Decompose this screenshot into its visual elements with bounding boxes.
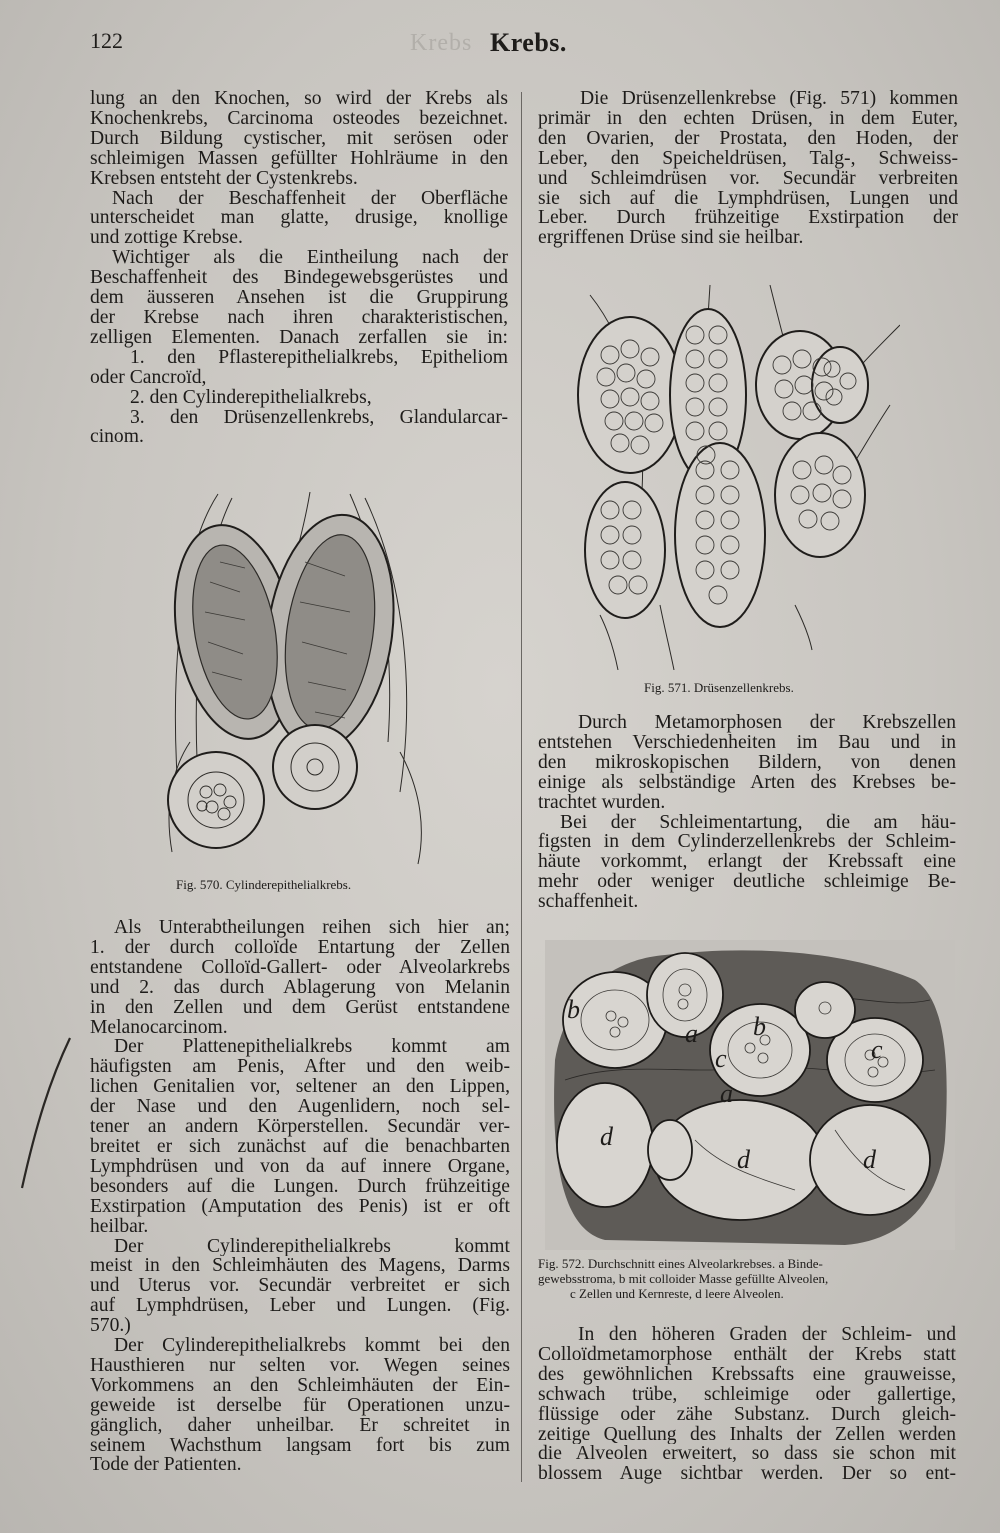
text-line: entstandene Colloïd-Gallert- oder Alveolarkrebs (90, 957, 510, 978)
caption-line: c Zellen und Kernreste, d leere Alveolen. (570, 1286, 784, 1301)
text-line: oder Cancroïd, (90, 367, 207, 388)
text-line: auf Lymphdrüsen, Leber und Lungen. (Fig. (90, 1296, 510, 1317)
text-line: lichen Genitalien vor, seltener an den Lippen, (90, 1077, 510, 1098)
text-line: Nach der Beschaffenheit der Oberfläche (112, 188, 508, 209)
column-divider (521, 92, 522, 1482)
text-line: Knochenkrebs, Carcinoma osteodes bezeichnet. (90, 108, 508, 129)
margin-pencil-mark (0, 1030, 80, 1200)
text-line: heilbar. (90, 1216, 149, 1237)
text-line: einige als selbständige Arten des Krebses be- (538, 772, 956, 793)
text-line: und zottige Krebse. (90, 228, 243, 249)
text-line: 1. der durch colloïde Entartung der Zellen (90, 937, 510, 958)
text-line: Melanocarcinom. (90, 1017, 228, 1038)
text-line: sie sich auf die Lymphdrüsen, Lungen und (538, 188, 958, 209)
right-text-block-1 (538, 89, 958, 248)
text-line: schaffenheit. (538, 892, 639, 913)
figure-572-label-d: d (600, 1122, 613, 1151)
running-title: Krebs. (490, 28, 567, 57)
text-line: figsten in dem Cylinderzellenkrebs der Schleim- (538, 832, 956, 853)
text-line: schwach trübe, schleimige oder gallertige, (538, 1384, 956, 1405)
right-text-block-3 (538, 1325, 956, 1484)
text-line: primär in den echten Drüsen, in dem Euter, (538, 108, 958, 129)
text-line: ergriffenen Drüse sind sie heilbar. (538, 228, 804, 249)
text-line: Tode der Patienten. (90, 1455, 242, 1476)
left-text-block-1 (90, 89, 508, 447)
text-line: zeitige Quellung des Inhalts der Zellen werden (538, 1424, 956, 1445)
text-line: blossem Auge sichtbar werden. Der so ent- (538, 1464, 956, 1485)
figure-572-label-b: b (753, 1012, 766, 1041)
text-line: häute vorkommt, erlangt der Krebssaft eine (538, 852, 956, 873)
text-line: Die Drüsenzellenkrebse (Fig. 571) kommen (580, 89, 958, 109)
text-line: Hausthieren nur selten vor. Wegen seines (90, 1355, 510, 1376)
text-line: gänglich, daher unheilbar. Er schreitet in (90, 1415, 510, 1436)
figure-572-label-d: d (863, 1145, 876, 1174)
text-line: Als Unterabtheilungen reihen sich hier an; (114, 918, 510, 938)
text-line: und Schleimdrüsen vor. Secundär verbreiten (538, 168, 958, 189)
text-line: 3. den Drüsenzellenkrebs, Glandularcar- (130, 407, 508, 428)
text-line: Durch Metamorphosen der Krebszellen (578, 713, 956, 733)
text-line: den Ovarien, der Prostata, den Hoden, der (538, 128, 958, 149)
text-line: Colloïdmetamorphose enthält der Krebs statt (538, 1344, 956, 1365)
figure-570-cylinder-epithelial-cancer (160, 492, 430, 867)
text-line: zelligen Elementen. Danach zerfallen sie in: (90, 327, 508, 348)
text-line: der Nase und den Augenlidern, noch sel- (90, 1097, 510, 1118)
text-line: geweide ist derselbe für Operationen unzu- (90, 1395, 510, 1416)
text-line: Der Plattenepithelialkrebs kommt am (114, 1037, 510, 1058)
page-number: 122 (90, 28, 123, 53)
text-line: Vorkommens an den Schleimhäuten der Ein- (90, 1375, 510, 1396)
text-line: Bei der Schleimentartung, die am häu- (560, 812, 956, 833)
text-line: häufigsten am Penis, After und den weib- (90, 1057, 510, 1078)
figure-572-label-c: c (715, 1044, 727, 1073)
text-line: 2. den Cylinderepithelialkrebs, (130, 387, 372, 408)
text-line: Beschaffenheit des Bindegewebsgerüstes und (90, 268, 508, 289)
text-line: Lymphdrüsen und von da auf innere Organe, (90, 1156, 510, 1177)
text-line: 570.) (90, 1316, 131, 1337)
text-line: Wichtiger als die Eintheilung nach der (112, 248, 508, 269)
text-line: entstehen Verschiedenheiten im Bau und in (538, 732, 956, 753)
text-line: cinom. (90, 427, 144, 448)
text-line: Krebsen entsteht der Cystenkrebs. (90, 168, 358, 189)
text-line: dem äusseren Ansehen ist die Gruppirung (90, 288, 508, 308)
caption-line: Fig. 572. Durchschnitt eines Alveolarkrebses. a Binde- (538, 1256, 823, 1271)
text-line: Der Cylinderepithelialkrebs kommt (114, 1236, 510, 1257)
text-line: besonders auf die Lungen. Durch frühzeitige (90, 1176, 510, 1197)
right-text-block-2 (538, 713, 956, 912)
text-line: Durch Bildung cystischer, mit serösen oder (90, 128, 508, 149)
text-line: unterscheidet man glatte, drusige, knollige (90, 208, 508, 229)
figure-571-caption: Fig. 571. Drüsenzellenkrebs. (644, 680, 794, 695)
text-line: in den Zellen und dem Gerüst entstandene (90, 997, 510, 1018)
text-line: lung an den Knochen, so wird der Krebs als (90, 89, 508, 109)
text-line: die Alveolen erweitert, so dass sie schon mit (538, 1444, 956, 1465)
text-line: meist in den Schleimhäuten des Magens, Darms (90, 1256, 510, 1277)
text-line: und 2. das durch Ablagerung von Melanin (90, 977, 510, 998)
figure-572-label-c: c (871, 1035, 883, 1064)
text-line: den mikroskopischen Bildern, von denen (538, 752, 956, 773)
text-line: Der Cylinderepithelialkrebs kommt bei den (114, 1336, 510, 1356)
left-text-block-2 (90, 918, 510, 1475)
figure-572-label-a: a (720, 1079, 733, 1108)
figure-570-caption: Fig. 570. Cylinderepithelialkrebs. (176, 877, 352, 892)
figure-572-label-d: d (737, 1145, 750, 1174)
text-line: schleimigen Massen gefüllter Hohlräume in den (90, 148, 508, 169)
figure-572-caption (538, 1256, 958, 1301)
figure-572-label-a: a (685, 1019, 698, 1048)
text-line: 1. den Pflasterepithelialkrebs, Epitheliom (130, 347, 508, 368)
text-line: Leber, den Speicheldrüsen, Talg-, Schweiss- (538, 148, 958, 169)
text-line: tener an andern Körperstellen. Secundär ver- (90, 1117, 510, 1137)
figure-572-alveolar-cancer-section (545, 940, 955, 1250)
figure-572-label-b: b (567, 995, 580, 1024)
text-line: mehr oder weniger deutliche schleimige Be- (538, 872, 956, 893)
text-line: flüssige oder zähe Substanz. Durch gleich- (538, 1404, 956, 1425)
text-line: In den höheren Graden der Schleim- und (578, 1325, 956, 1345)
text-line: und Uterus vor. Secundär verbreitet er sich (90, 1276, 510, 1297)
text-line: der Krebse nach ihren charakteristischen, (90, 307, 508, 328)
text-line: breitet er sich zunächst auf die benachbarten (90, 1136, 510, 1157)
bleed-through-text: Krebs (410, 30, 473, 56)
text-line: Exstirpation (Amputation des Penis) ist er oft (90, 1196, 510, 1217)
caption-line: gewebsstroma, b mit colloider Masse gefüllte Alveolen, (538, 1271, 829, 1286)
text-line: trachtet wurden. (538, 792, 666, 813)
text-line: des gewöhnlichen Krebssafts eine grauweisse, (538, 1364, 956, 1385)
text-line: Leber. Durch frühzeitige Exstirpation der (538, 208, 958, 229)
figure-571-gland-cell-cancer (570, 285, 900, 670)
text-line: seinem Wachsthum langsam fort bis zum (90, 1435, 510, 1456)
